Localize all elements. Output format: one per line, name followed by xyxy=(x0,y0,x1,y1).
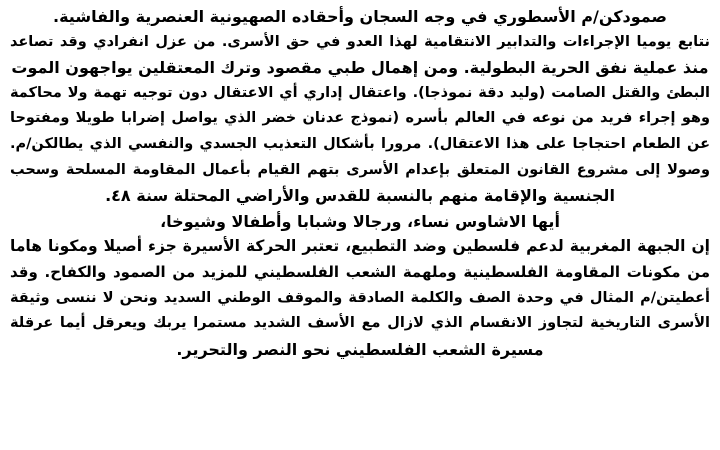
text-line: نتابع يوميا الإجراءات والتدابير الانتقامية لهذا العدو في حق الأسرى. من عزل انفرادي وقد تصاعد xyxy=(10,33,710,50)
text-line: منذ عملية نفق الحرية البطولية. ومن إهمال طبي مقصود وترك المعتقلين يواجهون الموت xyxy=(11,58,709,78)
text-line: الجنسية والإقامة منهم بالنسبة للقدس والأراضي المحتلة سنة ٤٨. xyxy=(105,186,615,206)
text-line: أعطيتن/م المثال في وحدة الصف والكلمة الصادقة والموقف الوطني السديد ونحن لا ننسى وثيقة xyxy=(10,289,710,306)
document-body xyxy=(10,4,710,362)
text-line: إن الجبهة المغربية لدعم فلسطين وضد التطبيع، تعتبر الحركة الأسيرة جزء أصيلا ومكونا هاما xyxy=(10,237,710,256)
text-line: عن الطعام احتجاجا على هذا الاعتقال). مرورا بأشكال التعذيب الجسدي والنفسي الذي يطالكن/م. xyxy=(10,135,710,152)
text-line: البطئ والقتل الصامت (وليد دقة نموذجا). واعتقال إداري أي الاعتقال دون توجيه تهمة ولا محاكمة xyxy=(10,84,710,101)
text-line: وهو إجراء فريد من نوعه في العالم بأسره (نموذج عدنان خضر الذي يواصل إضرابا طويلا ومفتوحا xyxy=(10,110,710,127)
text-line: وصولا إلى مشروع القانون المتعلق بإعدام الأسرى بتهم القيام بأعمال المقاومة المسلحة وسحب xyxy=(10,161,710,178)
text-line: أيها الاشاوس نساء، ورجالا وشبابا وأطفالا وشيوخا، xyxy=(160,211,560,231)
text-line: الأسرى التاريخية لتجاوز الانقسام الذي لازال مع الأسف الشديد مستمرا يربك ويعرقل أيما عرقلة xyxy=(10,315,710,332)
text-line: مسيرة الشعب الفلسطيني نحو النصر والتحرير. xyxy=(176,339,544,359)
text-line: من مكونات المقاومة الفلسطينية وملهمة الشعب الفلسطيني للمزيد من الصمود والكفاح. وقد xyxy=(10,262,710,281)
text-line: صمودكن/م الأسطوري في وجه السجان وأحقاده الصهيونية العنصرية والفاشية. xyxy=(53,7,667,26)
